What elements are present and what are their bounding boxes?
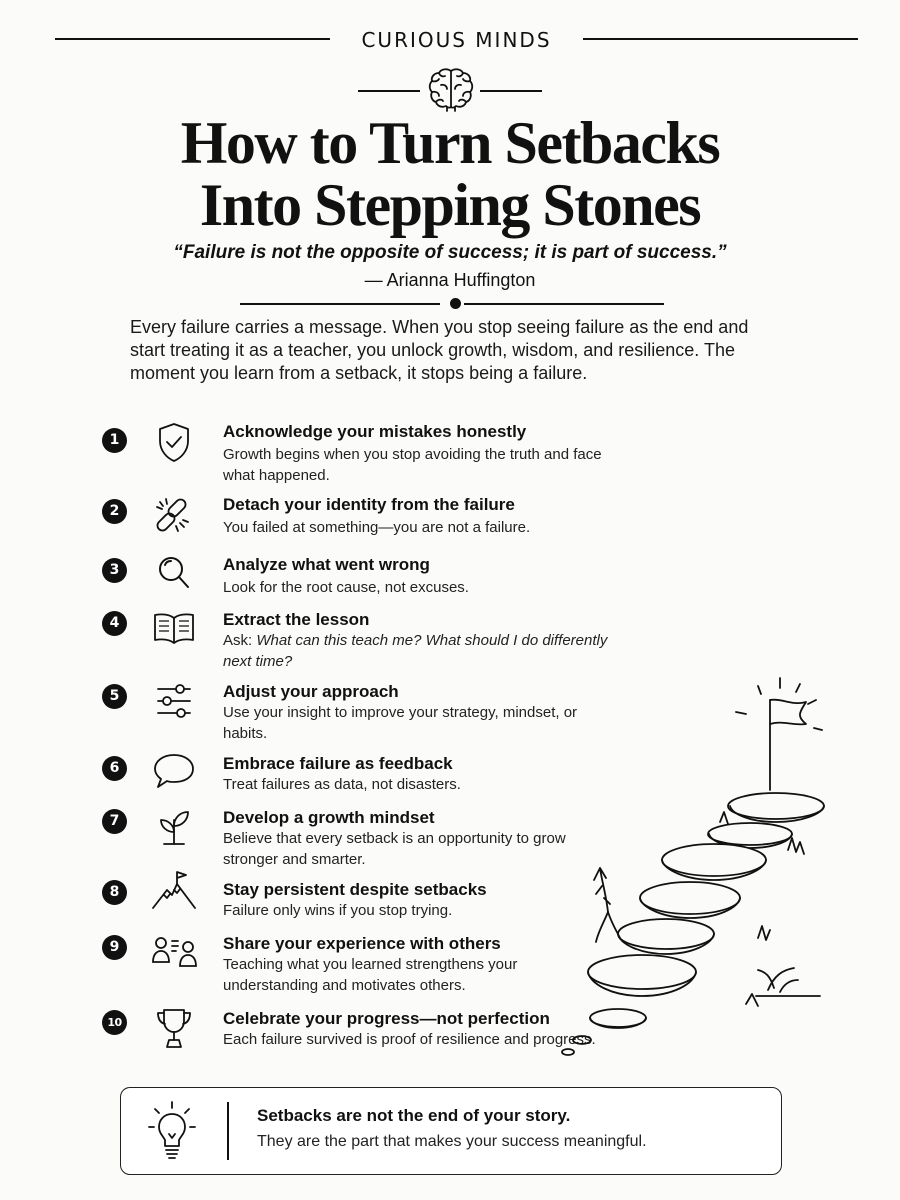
step-description: Believe that every setback is an opportunity to grow stronger and smarter.: [223, 830, 566, 868]
step-description: Teaching what you learned strengthens your understanding and motivates others.: [223, 956, 518, 994]
step-description: Growth begins when you stop avoiding the truth and face what happened.: [223, 446, 602, 484]
ornament-rule-left: [358, 90, 420, 92]
sprout-icon: [150, 804, 198, 848]
callout-title: Setbacks are not the end of your story.: [257, 1106, 571, 1125]
step-title: Extract the lesson: [223, 610, 370, 629]
step-number-badge: 9: [102, 935, 127, 960]
step-number-badge: 4: [102, 611, 127, 636]
mountain-flag-icon: [150, 868, 198, 912]
callout-divider: [227, 1102, 229, 1160]
takeaway-callout: [120, 1087, 782, 1175]
step-description: Failure only wins if you stop trying.: [223, 902, 453, 919]
quote-text: “Failure is not the opposite of success; it is part of success.”: [173, 242, 727, 263]
step-item-5: [0, 680, 640, 750]
step-description: Use your insight to improve your strategy, mindset, or habits.: [223, 704, 578, 742]
brand-rule-left: [55, 38, 330, 40]
step-description: Treat failures as data, not disasters.: [223, 776, 461, 793]
title-line-1: How to Turn Setbacks: [180, 110, 720, 176]
people-sharing-icon: [150, 932, 198, 976]
step-title: Celebrate your progress—not perfection: [223, 1009, 550, 1028]
open-book-icon: [150, 606, 198, 650]
trophy-icon: [150, 1007, 198, 1051]
step-number-badge: 3: [102, 558, 127, 583]
divider-dot: [450, 298, 461, 309]
step-number-badge: 8: [102, 880, 127, 905]
quote-author: — Arianna Huffington: [364, 270, 536, 290]
step-item-10: [0, 1007, 640, 1077]
step-item-9: [0, 932, 640, 1002]
step-title: Analyze what went wrong: [223, 555, 430, 574]
brand-rule-right: [583, 38, 858, 40]
step-description: [223, 630, 613, 672]
step-number-badge: 7: [102, 809, 127, 834]
section-divider: [0, 298, 900, 310]
step-number-badge: 5: [102, 684, 127, 709]
brain-ornament: [0, 64, 900, 116]
step-title: Acknowledge your mistakes honestly: [223, 422, 527, 441]
step-description-prefix: Ask:: [223, 632, 257, 649]
step-item-7: [0, 806, 640, 876]
brand-header: [0, 22, 900, 56]
step-title: Stay persistent despite setbacks: [223, 880, 487, 899]
divider-rule-right: [464, 303, 664, 305]
divider-rule-left: [240, 303, 440, 305]
step-title: Develop a growth mindset: [223, 808, 435, 827]
broken-link-icon: [150, 493, 198, 537]
step-description-italic: What can this teach me? What should I do differently next time?: [223, 632, 608, 670]
magnifier-icon: [150, 551, 198, 595]
step-title: Embrace failure as feedback: [223, 754, 453, 773]
page-title: [0, 112, 900, 236]
brain-icon: [427, 66, 475, 112]
step-number-badge: 10: [102, 1010, 127, 1035]
sliders-icon: [150, 680, 198, 724]
step-description: You failed at something—you are not a failure.: [223, 519, 531, 536]
step-title: Share your experience with others: [223, 934, 501, 953]
intro-paragraph: Every failure carries a message. When you stop seeing failure as the end and start treating it as a teacher, you unlock growth, wisdom, and resilience. The moment you learn from a setback, it stops being a failure.: [130, 317, 749, 383]
step-number-badge: 6: [102, 756, 127, 781]
step-item-4: [0, 608, 640, 678]
brand-name: CURIOUS MINDS: [361, 28, 552, 52]
speech-bubble-icon: [150, 750, 198, 794]
step-number-badge: 1: [102, 428, 127, 453]
step-title: Detach your identity from the failure: [223, 495, 515, 514]
stepping-stones-flag-illustration: [560, 672, 850, 1072]
callout-text: They are the part that makes your success meaningful.: [257, 1133, 647, 1150]
step-description: Each failure survived is proof of resilience and progress.: [223, 1031, 596, 1048]
ornament-rule-right: [480, 90, 542, 92]
step-number-badge: 2: [102, 499, 127, 524]
shield-check-icon: [150, 420, 198, 464]
title-line-2: Into Stepping Stones: [199, 172, 701, 238]
lightbulb-icon: [147, 1100, 197, 1162]
step-description: Look for the root cause, not excuses.: [223, 579, 469, 596]
step-item-1: [0, 420, 640, 490]
step-title: Adjust your approach: [223, 682, 399, 701]
